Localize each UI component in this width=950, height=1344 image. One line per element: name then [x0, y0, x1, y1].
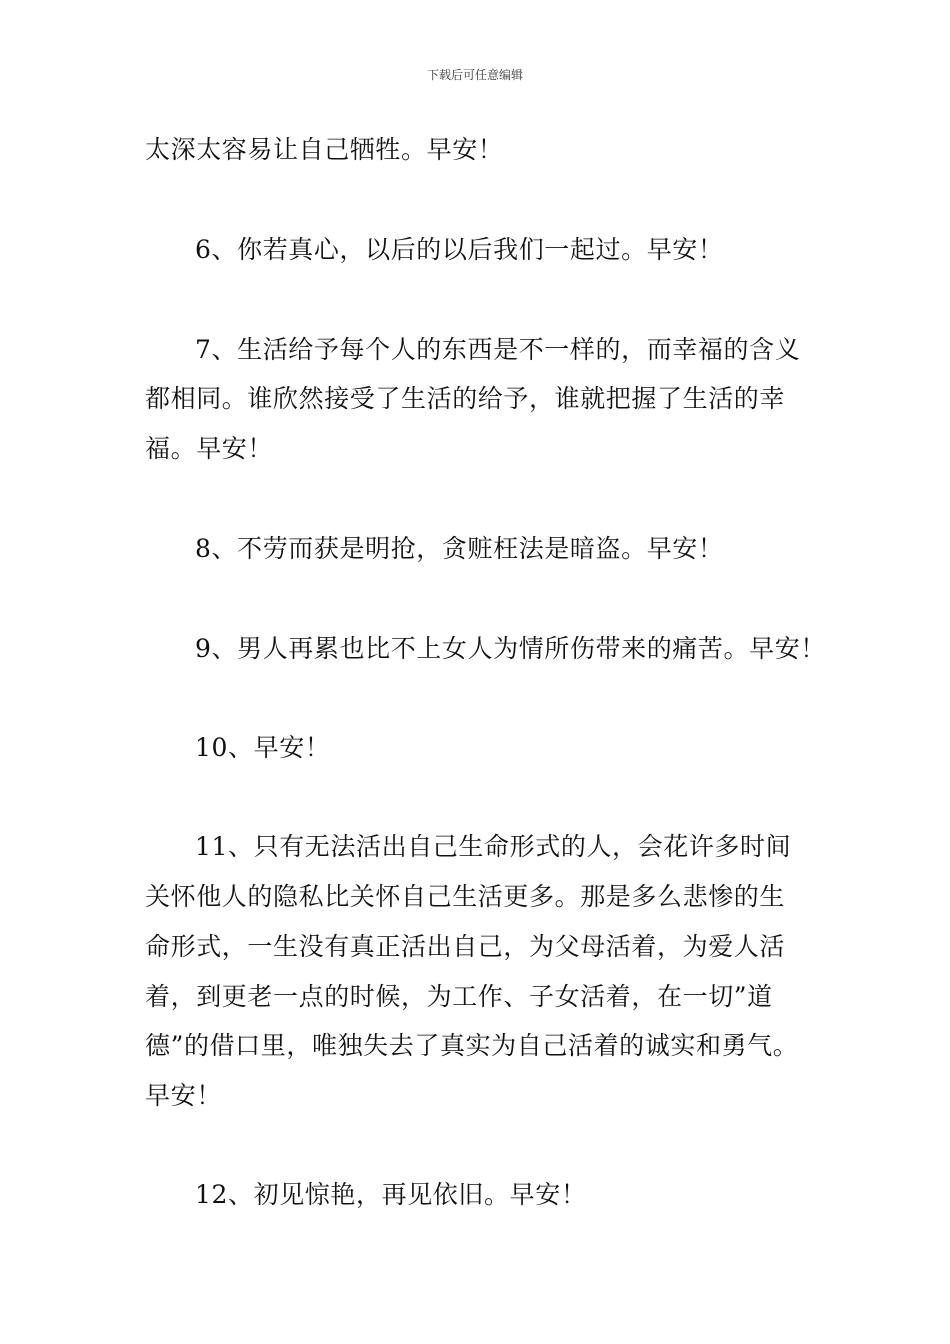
paragraph-line: 都相同。谁欣然接受了生活的给予，谁就把握了生活的幸 [145, 384, 786, 413]
paragraph-line: 11、只有无法活出自己生命形式的人，会花许多时间 [195, 832, 792, 861]
paragraph-line: 7、生活给予每个人的东西是不一样的，而幸福的含义 [195, 335, 801, 364]
paragraph-line: 关怀他人的隐私比关怀自己生活更多。那是多么悲惨的生 [145, 882, 786, 911]
paragraph-line: 12、初见惊艳，再见依旧。早安！ [195, 1180, 587, 1209]
paragraph-line: 8、不劳而获是明抢，贪赃枉法是暗盗。早安！ [195, 534, 724, 563]
paragraph-line: 太深太容易让自己牺牲。早安！ [145, 135, 504, 164]
paragraph-line: 德”的借口里，唯独失去了真实为自己活着的诚实和勇气。 [145, 1031, 799, 1060]
paragraph-line: 命形式，一生没有真正活出自己，为父母活着，为爱人活 [145, 932, 786, 961]
page-header: 下载后可任意编辑 [426, 68, 523, 82]
paragraph-line: 福。早安！ [145, 434, 274, 463]
paragraph-line: 着，到更老一点的时候，为工作、子女活着，在一切”道 [145, 982, 773, 1011]
paragraph-line: 6、你若真心，以后的以后我们一起过。早安！ [195, 235, 724, 264]
paragraph-line: 9、男人再累也比不上女人为情所伤带来的痛苦。早安！ [195, 634, 826, 663]
paragraph-line: 早安！ [145, 1081, 222, 1110]
paragraph-line: 10、早安！ [195, 733, 331, 762]
